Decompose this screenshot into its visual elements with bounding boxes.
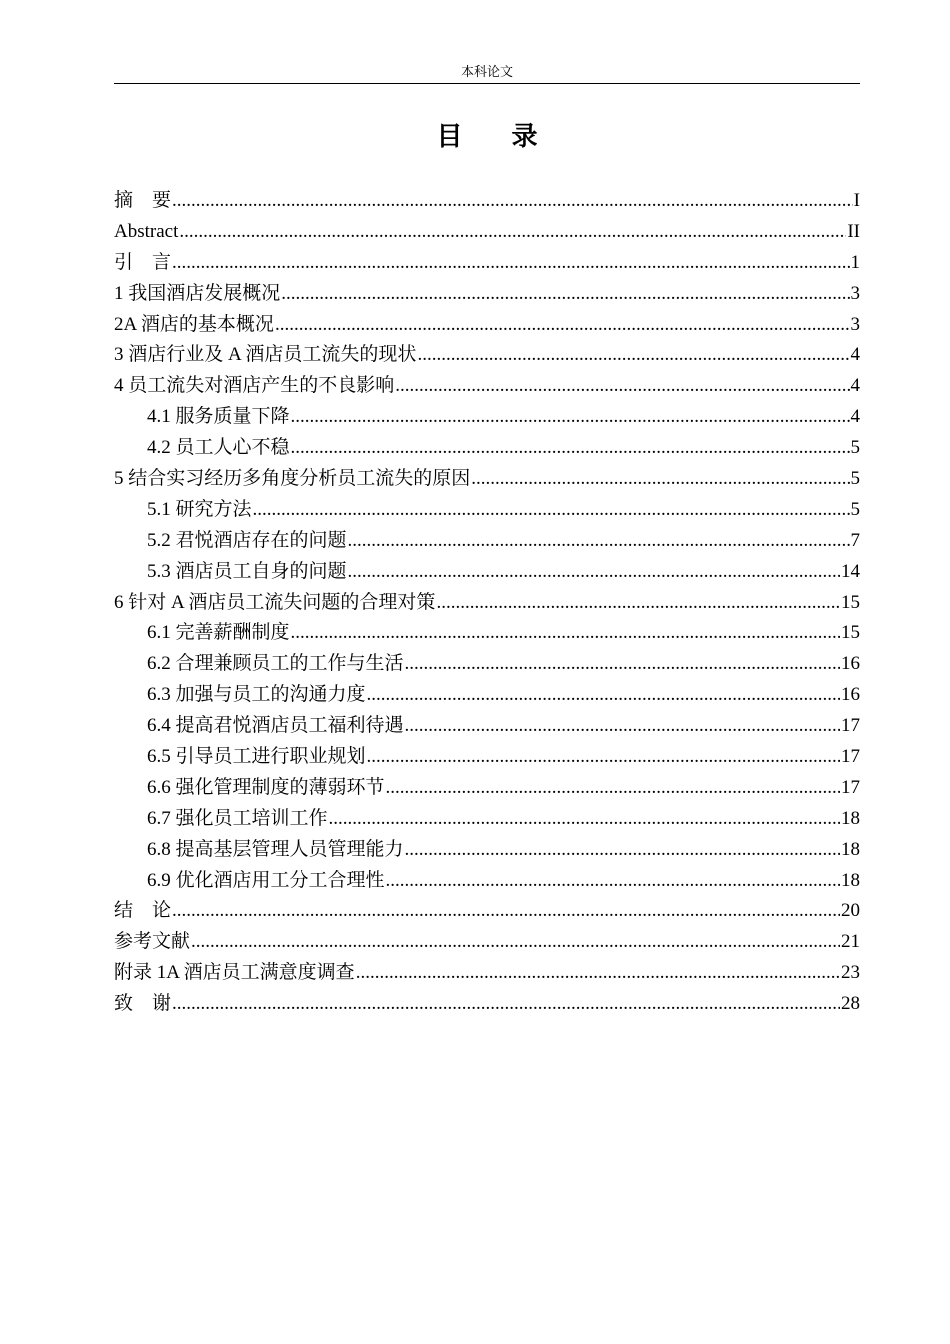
- toc-title: 目 录: [436, 122, 558, 152]
- toc-entry-label: 5.2 君悦酒店存在的问题: [147, 529, 347, 551]
- toc-entry-page-number: I: [853, 190, 860, 211]
- toc-dot-leader: [291, 433, 850, 464]
- toc-entry-label: 3 酒店行业及 A 酒店员工流失的现状: [114, 344, 417, 366]
- toc-entry-label: 6.2 合理兼顾员工的工作与生活: [147, 653, 404, 675]
- toc-entry[interactable]: [114, 958, 860, 989]
- toc-entry-label: 5 结合实习经历多角度分析员工流失的原因: [114, 468, 471, 490]
- toc-entry[interactable]: [114, 896, 860, 927]
- toc-entry-page-number: 15: [841, 591, 860, 613]
- toc-dot-leader: [191, 927, 840, 958]
- toc-entry-page-number: 17: [841, 776, 860, 798]
- toc-dot-leader: [386, 773, 840, 804]
- toc-entry-page-number: 18: [841, 807, 860, 829]
- toc-entry-label: 引 言: [114, 251, 172, 273]
- toc-entry-page-number: 5: [850, 437, 860, 459]
- toc-entry-label: 1 我国酒店发展概况: [114, 282, 281, 304]
- toc-dot-leader: [329, 804, 840, 835]
- toc-entry[interactable]: [114, 495, 860, 526]
- toc-entry-page-number: 21: [841, 931, 860, 953]
- toc-dot-leader: [179, 217, 846, 248]
- toc-entry[interactable]: [114, 557, 860, 588]
- toc-entry-page-number: 17: [841, 715, 860, 737]
- toc-entry-label: 致 谢: [114, 993, 172, 1015]
- toc-entry-page-number: 17: [841, 746, 860, 768]
- toc-dot-leader: [253, 495, 850, 526]
- toc-entry-page-number: 18: [841, 838, 860, 860]
- toc-entry-page-number: 4: [850, 406, 860, 428]
- toc-entry[interactable]: [114, 866, 860, 897]
- toc-entry-label: 结 论: [114, 900, 172, 922]
- toc-dot-leader: [172, 186, 853, 217]
- toc-entry[interactable]: [114, 804, 860, 835]
- toc-entry-page-number: 1: [850, 251, 860, 273]
- toc-entry-label: 4.1 服务质量下降: [147, 406, 290, 428]
- toc-entry-page-number: 18: [841, 869, 860, 891]
- toc-entry-label: 摘 要: [114, 190, 172, 211]
- toc-dot-leader: [471, 464, 849, 495]
- toc-entry[interactable]: [114, 835, 860, 866]
- toc-entry-label: 参考文献: [114, 931, 191, 953]
- toc-entry-page-number: 7: [850, 529, 860, 551]
- toc-entry-page-number: 4: [850, 344, 860, 366]
- toc-entry-label: 6.4 提高君悦酒店员工福利待遇: [147, 715, 404, 737]
- toc-entry-page-number: 5: [850, 498, 860, 520]
- toc-dot-leader: [356, 958, 840, 989]
- toc-dot-leader: [367, 742, 840, 773]
- toc-entry-label: 6.8 提高基层管理人员管理能力: [147, 838, 404, 860]
- toc-entry-page-number: 28: [841, 993, 860, 1015]
- toc-entry-label: 附录 1A 酒店员工满意度调查: [114, 962, 355, 984]
- toc-entry-label: 6.5 引导员工进行职业规划: [147, 746, 366, 768]
- toc-entry[interactable]: [114, 340, 860, 371]
- toc-entry[interactable]: [114, 464, 860, 495]
- toc-entry-page-number: 16: [841, 653, 860, 675]
- toc-entry[interactable]: [114, 217, 860, 248]
- toc-dot-leader: [291, 402, 850, 433]
- toc-entry[interactable]: [114, 927, 860, 958]
- toc-dot-leader: [348, 526, 850, 557]
- toc-dot-leader: [281, 279, 849, 310]
- toc-entry-page-number: 3: [850, 313, 860, 335]
- toc-dot-leader: [436, 588, 840, 619]
- toc-entry-label: 6.1 完善薪酬制度: [147, 622, 290, 644]
- toc-entry[interactable]: [114, 618, 860, 649]
- toc-entry-label: 6.3 加强与员工的沟通力度: [147, 684, 366, 706]
- toc-entry[interactable]: [114, 742, 860, 773]
- toc-entry[interactable]: [114, 279, 860, 310]
- toc-entry[interactable]: [114, 680, 860, 711]
- toc-entry[interactable]: [114, 588, 860, 619]
- toc-entry[interactable]: [114, 649, 860, 680]
- toc-entry-page-number: 23: [841, 962, 860, 984]
- toc-entry-label: 6 针对 A 酒店员工流失问题的合理对策: [114, 591, 436, 613]
- toc-entry[interactable]: [114, 310, 860, 341]
- toc-entry[interactable]: [114, 433, 860, 464]
- toc-entry-label: 6.7 强化员工培训工作: [147, 807, 328, 829]
- toc-entry-page-number: 16: [841, 684, 860, 706]
- toc-dot-leader: [386, 866, 840, 897]
- toc-dot-leader: [405, 649, 840, 680]
- toc-entry-label: 5.3 酒店员工自身的问题: [147, 560, 347, 582]
- toc-entry-page-number: 20: [841, 900, 860, 922]
- toc-entry-label: Abstract: [114, 220, 179, 242]
- toc-entry-label: 4 员工流失对酒店产生的不良影响: [114, 375, 395, 397]
- toc-dot-leader: [367, 680, 840, 711]
- toc-entry[interactable]: [114, 989, 860, 1020]
- toc-entry-label: 4.2 员工人心不稳: [147, 437, 290, 459]
- toc-entry[interactable]: [114, 402, 860, 433]
- toc-dot-leader: [172, 989, 840, 1020]
- toc-entry-page-number: II: [847, 220, 860, 242]
- toc-entry[interactable]: [114, 711, 860, 742]
- toc-entry-label: 6.9 优化酒店用工分工合理性: [147, 869, 385, 891]
- toc-entry-label: 6.6 强化管理制度的薄弱环节: [147, 776, 385, 798]
- toc-dot-leader: [395, 371, 849, 402]
- toc-dot-leader: [405, 835, 840, 866]
- toc-dot-leader: [172, 248, 849, 279]
- toc-entry[interactable]: [114, 248, 860, 279]
- page-header: 本科论文: [460, 65, 513, 80]
- toc-entry[interactable]: [114, 186, 860, 217]
- toc-entry[interactable]: [114, 371, 860, 402]
- toc-dot-leader: [275, 310, 850, 341]
- toc-entry-page-number: 4: [850, 375, 860, 397]
- toc-entry-page-number: 3: [850, 282, 860, 304]
- toc-entry[interactable]: [114, 773, 860, 804]
- toc-dot-leader: [417, 340, 849, 371]
- toc-entry-label: 2A 酒店的基本概况: [114, 313, 274, 335]
- toc-dot-leader: [405, 711, 840, 742]
- toc-entry-page-number: 15: [841, 622, 860, 644]
- toc-dot-leader: [291, 618, 840, 649]
- toc-entry-label: 5.1 研究方法: [147, 498, 252, 520]
- header-rule: [114, 83, 860, 84]
- table-of-contents: [114, 186, 860, 1020]
- toc-dot-leader: [172, 896, 840, 927]
- toc-dot-leader: [348, 557, 840, 588]
- toc-entry[interactable]: [114, 526, 860, 557]
- toc-entry-page-number: 5: [850, 468, 860, 490]
- toc-entry-page-number: 14: [841, 560, 860, 582]
